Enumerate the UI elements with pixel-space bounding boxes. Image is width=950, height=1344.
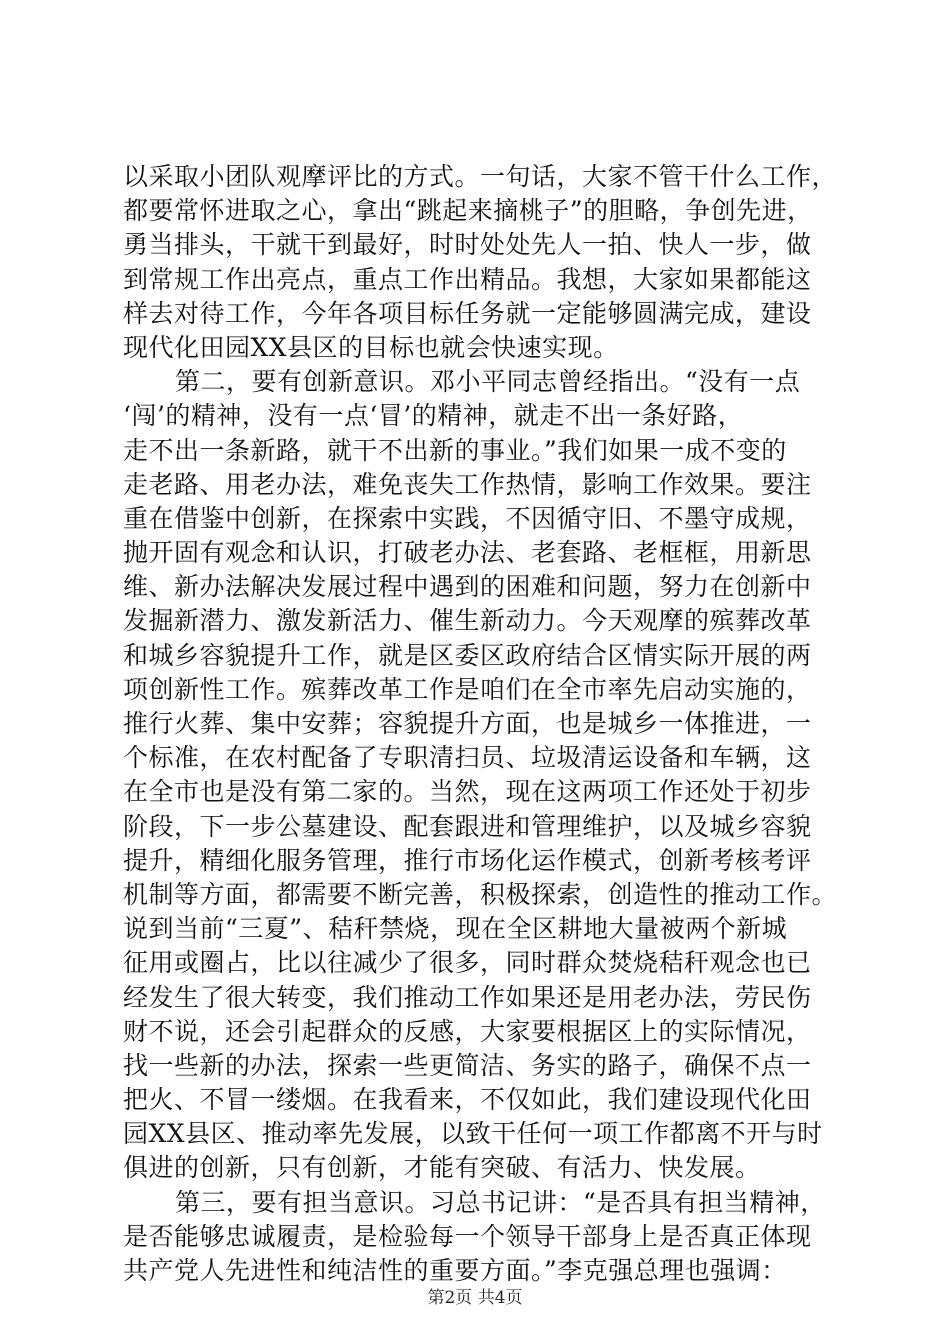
text-line: 发掘新潜力、激发新活力、催生新动力。今天观摩的殡葬改革: [123, 606, 812, 636]
text-line: 现代化田园XX县区的目标也就会快速实现。: [123, 332, 619, 362]
text-line: 在全市也是没有第二家的。当然，现在这两项工作还处于初步: [123, 777, 812, 807]
text-line: 俱进的创新，只有创新，才能有突破、有活力、快发展。: [123, 1153, 761, 1183]
text-line: 经发生了很大转变，我们推动工作如果还是用老办法，劳民伤: [123, 982, 812, 1012]
text-line: 第三，要有担当意识。习总书记讲：“是否具有担当精神，: [175, 1187, 826, 1217]
text-line: 推行火葬、集中安葬；容貌提升方面，也是城乡一体推进，一: [123, 709, 812, 738]
text-line: 样去对待工作，今年各项目标任务就一定能够圆满完成，建设: [123, 298, 812, 328]
text-line: 财不说，还会引起群众的反感，大家要根据区上的实际情况，: [123, 1016, 812, 1046]
text-line: 维、新办法解决发展过程中遇到的困难和问题，努力在创新中: [123, 572, 812, 602]
text-line: 阶段，下一步公墓建设、配套跟进和管理维护，以及城乡容貌: [123, 811, 812, 841]
text-line: 到常规工作出亮点，重点工作出精品。我想，大家如果都能这: [123, 264, 812, 294]
text-line: 个标准，在农村配备了专职清扫员、垃圾清运设备和车辆，这: [123, 743, 812, 773]
text-line: 项创新性工作。殡葬改革工作是咱们在全市率先启动实施的，: [123, 674, 812, 704]
text-line: 和城乡容貌提升工作，就是区委区政府结合区情实际开展的两: [123, 640, 812, 670]
text-line: 找一些新的办法，探索一些更简洁、务实的路子，确保不点一: [123, 1050, 812, 1080]
text-line: 共产党人先进性和纯洁性的重要方面。”李克强总理也强调：: [123, 1256, 787, 1285]
text-line: 机制等方面，都需要不断完善，积极探索，创造性的推动工作。: [123, 879, 838, 909]
text-line: 把火、不冒一缕烟。在我看来，不仅如此，我们建设现代化田: [123, 1085, 812, 1115]
text-line: ‘闯’的精神，没有一点‘冒’的精神，就走不出一条好路，: [123, 401, 744, 431]
text-line: 勇当排头，干就干到最好，时时处处先人一拍、快人一步，做: [123, 230, 812, 260]
text-line: 园XX县区、推动率先发展，以致干任何一项工作都离不开与时: [123, 1119, 823, 1149]
document-body: [123, 160, 838, 1288]
text-line: 征用或圈占，比以往减少了很多，同时群众焚烧秸秆观念也已: [123, 948, 812, 978]
page-footer: 第2页 共4页: [427, 1288, 523, 1308]
text-line: 提升，精细化服务管理，推行市场化运作模式，创新考核考评: [123, 845, 812, 875]
text-line: 第二，要有创新意识。邓小平同志曾经指出。“没有一点: [175, 367, 801, 397]
text-line: 重在借鉴中创新，在探索中实践，不因循守旧、不墨守成规，: [123, 503, 812, 533]
text-line: 是否能够忠诚履责，是检验每一个领导干部身上是否真正体现: [123, 1221, 812, 1251]
text-line: 说到当前“三夏”、秸秆禁烧，现在全区耕地大量被两个新城: [123, 914, 788, 944]
text-line: 以采取小团队观摩评比的方式。一句话，大家不管干什么工作，: [123, 162, 838, 191]
text-line: 走不出一条新路，就干不出新的事业。”我们如果一成不变的: [123, 435, 787, 465]
text-line: 都要常怀进取之心，拿出“跳起来摘桃子”的胆略，争创先进，: [123, 196, 813, 226]
text-line: 走老路、用老办法，难免丧失工作热情，影响工作效果。要注: [123, 469, 812, 499]
text-line: 抛开固有观念和认识，打破老办法、老套路、老框框，用新思: [123, 538, 812, 568]
